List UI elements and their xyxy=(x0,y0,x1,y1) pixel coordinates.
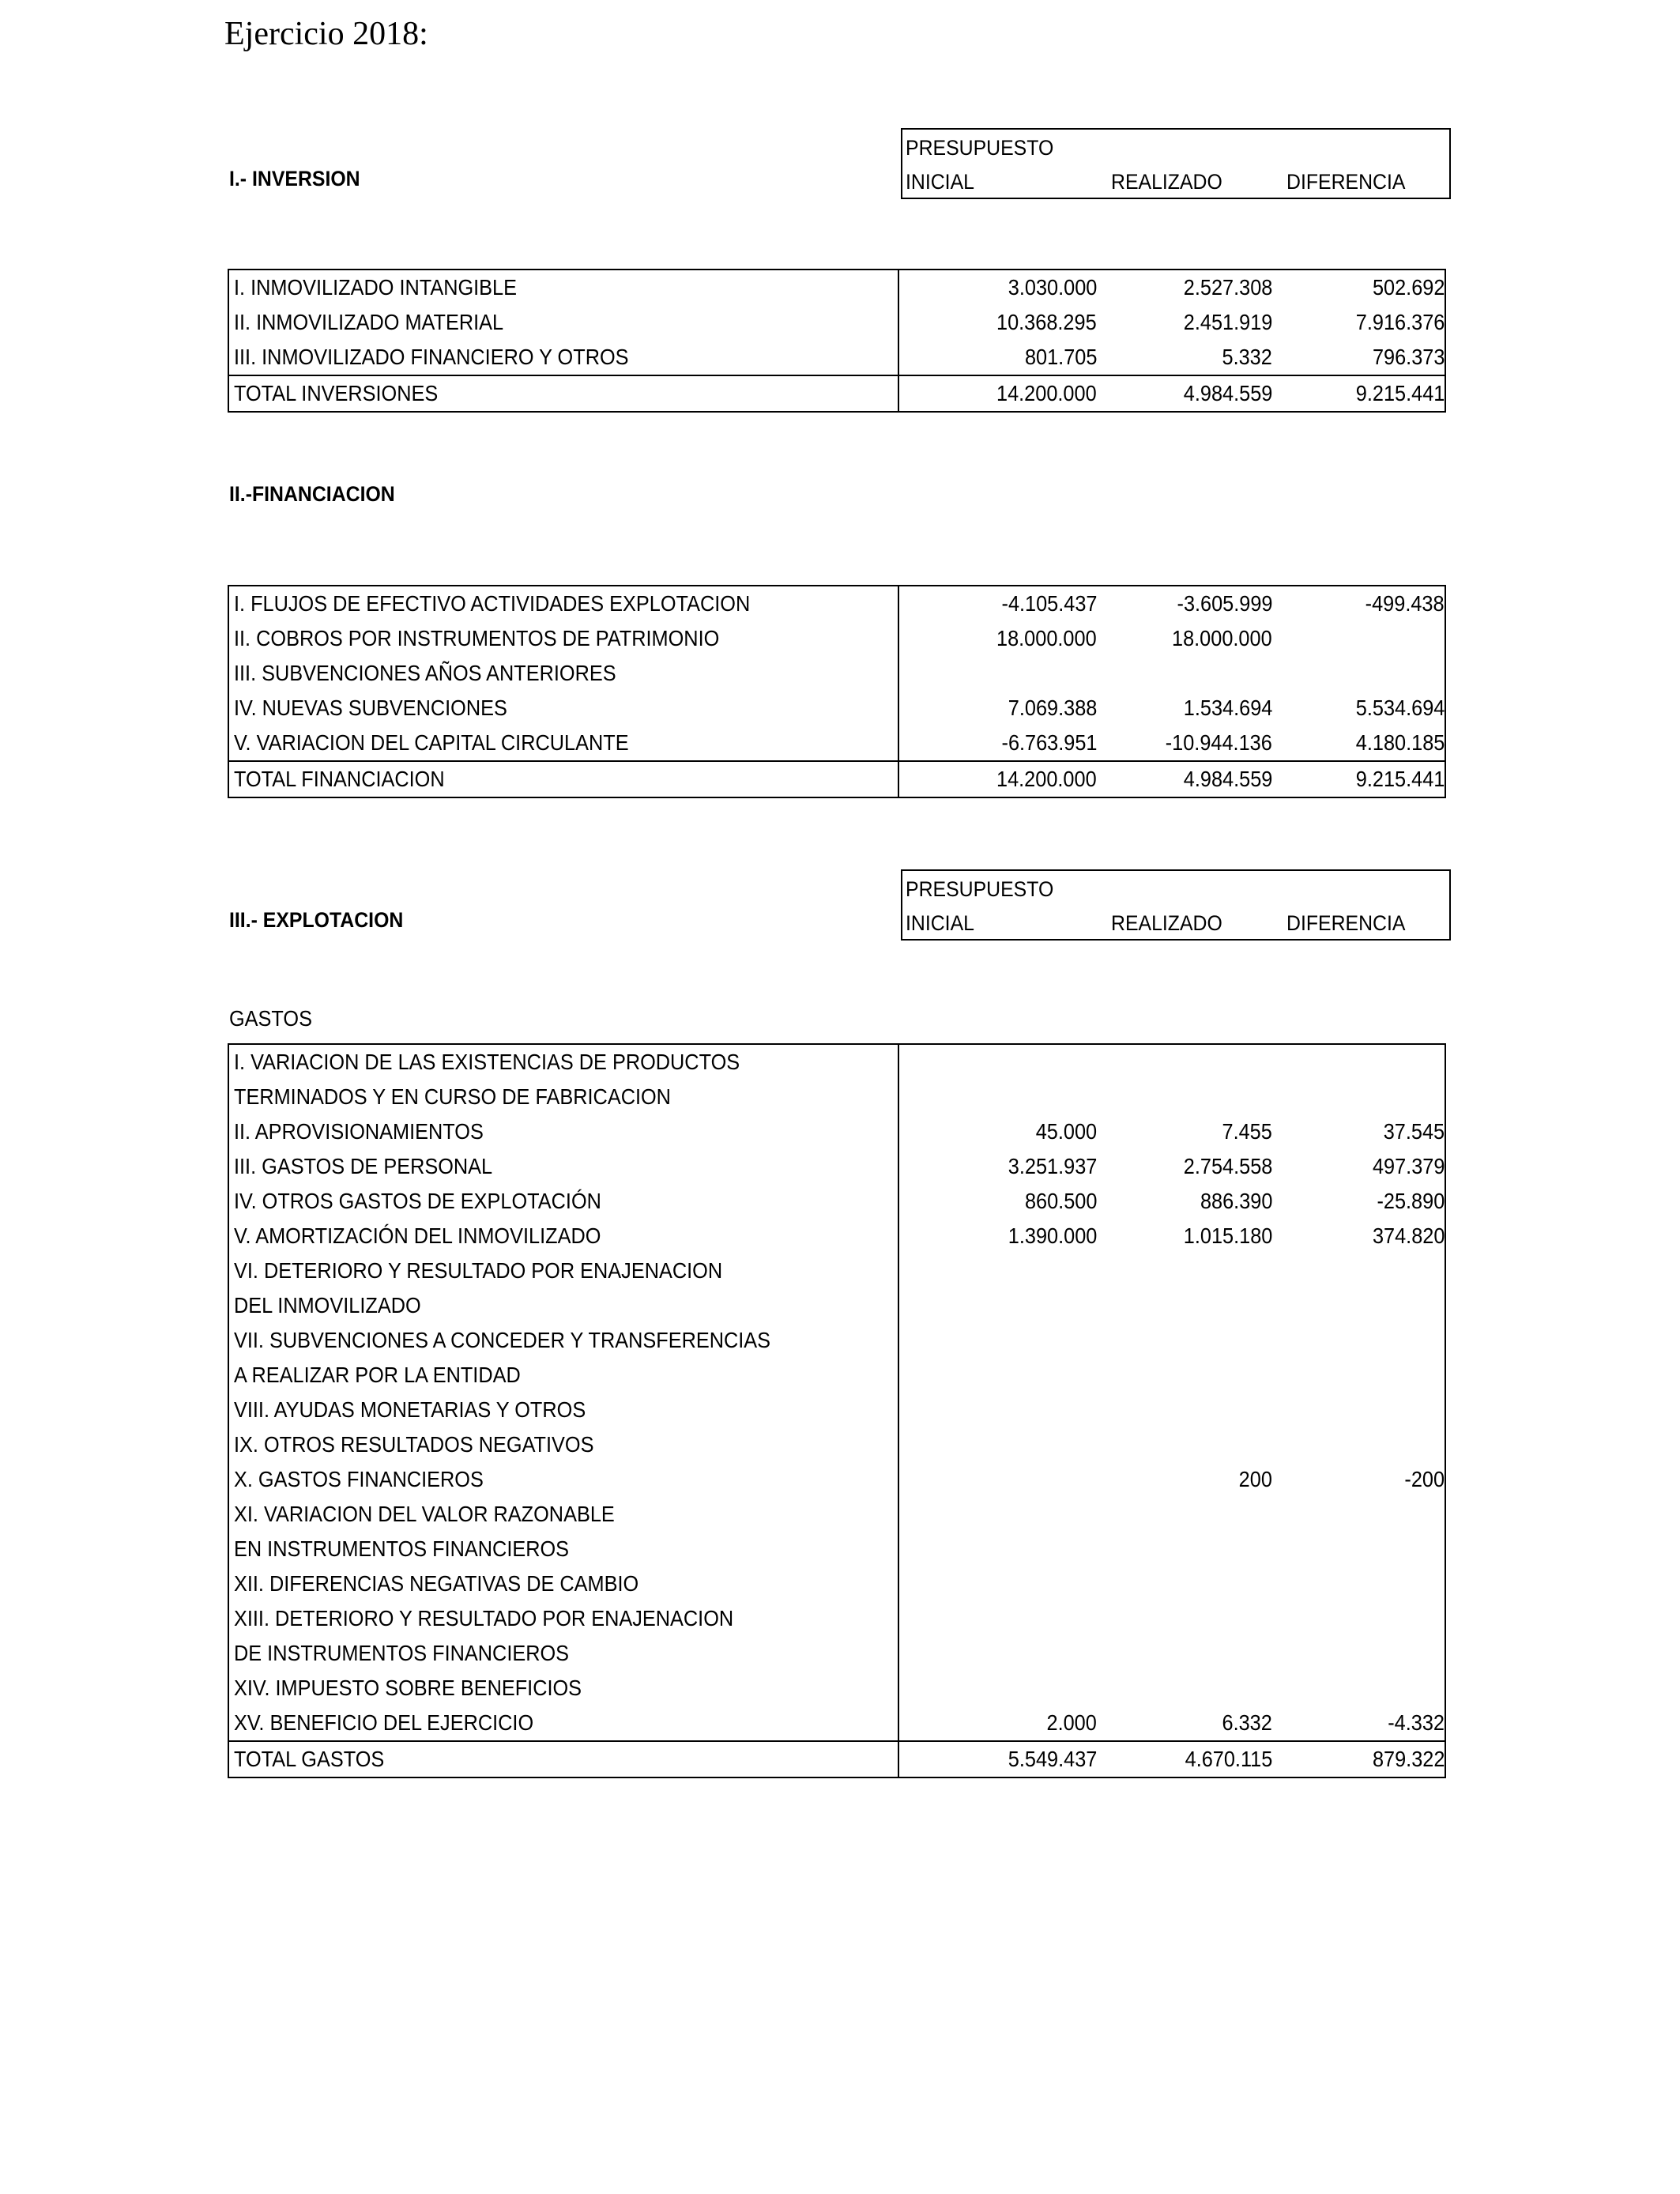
realizado-cell xyxy=(1097,1288,1272,1323)
realizado-cell: 1.534.694 xyxy=(1183,696,1272,720)
explotacion-table xyxy=(228,1043,1446,1778)
realizado-cell: -10.944.136 xyxy=(1165,730,1272,755)
table-row xyxy=(228,621,1445,656)
inicial-cell: 3.030.000 xyxy=(1008,275,1097,300)
realizado-cell xyxy=(1097,1427,1272,1462)
realizado-cell xyxy=(1097,1080,1272,1114)
inicial-cell: 2.000 xyxy=(1046,1710,1097,1735)
inversion-rows xyxy=(228,270,1445,412)
column-header-box-inversion xyxy=(901,128,1451,199)
table-row xyxy=(228,691,1445,726)
realizado-cell: 6.332 xyxy=(1222,1710,1272,1735)
row-label: TOTAL FINANCIACION xyxy=(228,761,898,797)
realizado-cell: 200 xyxy=(1238,1467,1272,1491)
diferencia-cell: 4.180.185 xyxy=(1355,730,1445,755)
row-label: TERMINADOS Y EN CURSO DE FABRICACION xyxy=(228,1080,898,1114)
row-label: A REALIZAR POR LA ENTIDAD xyxy=(228,1358,898,1393)
realizado-cell xyxy=(1097,1044,1272,1080)
row-label: II. APROVISIONAMIENTOS xyxy=(228,1114,898,1149)
diferencia-cell: -25.890 xyxy=(1377,1189,1445,1213)
realizado-cell xyxy=(1097,1323,1272,1358)
row-label: I. INMOVILIZADO INTANGIBLE xyxy=(228,270,898,305)
realizado-cell: 886.390 xyxy=(1200,1189,1272,1213)
row-label: TOTAL GASTOS xyxy=(228,1741,898,1777)
realizado-cell xyxy=(1097,1497,1272,1532)
inicial-cell: 3.251.937 xyxy=(1008,1154,1097,1178)
realizado-cell: 2.754.558 xyxy=(1183,1154,1272,1178)
row-label: XIII. DETERIORO Y RESULTADO POR ENAJENACION xyxy=(228,1601,898,1636)
column-header-box-explotacion xyxy=(901,869,1451,941)
diferencia-cell: 497.379 xyxy=(1372,1154,1445,1178)
table-row xyxy=(228,1358,1445,1393)
row-label: VIII. AYUDAS MONETARIAS Y OTROS xyxy=(228,1393,898,1427)
row-label: I. FLUJOS DE EFECTIVO ACTIVIDADES EXPLOTACION xyxy=(228,586,898,621)
inicial-cell: 801.705 xyxy=(1024,345,1097,369)
table-row xyxy=(228,1323,1445,1358)
diferencia-cell xyxy=(1272,1497,1445,1532)
diferencia-cell: 5.534.694 xyxy=(1355,696,1445,720)
row-label: II. INMOVILIZADO MATERIAL xyxy=(228,305,898,340)
row-label: IV. NUEVAS SUBVENCIONES xyxy=(228,691,898,726)
inicial-cell: -6.763.951 xyxy=(1001,730,1097,755)
row-label: DEL INMOVILIZADO xyxy=(228,1288,898,1323)
realizado-cell: 4.984.559 xyxy=(1097,375,1272,412)
diferencia-cell: 796.373 xyxy=(1372,345,1445,369)
realizado-cell xyxy=(1097,1566,1272,1601)
financiacion-table xyxy=(228,585,1446,798)
diferencia-cell xyxy=(1272,1080,1445,1114)
explotacion-rows xyxy=(228,1044,1445,1777)
diferencia-cell: 502.692 xyxy=(1372,275,1445,300)
inicial-cell: 14.200.000 xyxy=(898,375,1097,412)
row-label: IX. OTROS RESULTADOS NEGATIVOS xyxy=(228,1427,898,1462)
diferencia-cell: 9.215.441 xyxy=(1272,761,1445,797)
row-label: XV. BENEFICIO DEL EJERCICIO xyxy=(228,1706,898,1741)
table-row xyxy=(228,1636,1445,1671)
table-row xyxy=(228,1532,1445,1566)
inicial-cell xyxy=(898,1671,1097,1706)
table-row xyxy=(228,340,1445,375)
inicial-cell xyxy=(898,1532,1097,1566)
table-row xyxy=(228,305,1445,340)
row-label: XIV. IMPUESTO SOBRE BENEFICIOS xyxy=(228,1671,898,1706)
inicial-cell xyxy=(898,1601,1097,1636)
header-inicial: INICIAL xyxy=(906,170,974,194)
diferencia-cell xyxy=(1272,1636,1445,1671)
inicial-cell: 18.000.000 xyxy=(996,626,1097,650)
inicial-cell: 860.500 xyxy=(1024,1189,1097,1213)
inicial-cell xyxy=(898,1462,1097,1497)
realizado-cell: 18.000.000 xyxy=(1172,626,1272,650)
inicial-cell xyxy=(898,1497,1097,1532)
realizado-cell: 5.332 xyxy=(1222,345,1272,369)
inicial-cell xyxy=(898,1288,1097,1323)
gastos-label: GASTOS xyxy=(229,1006,312,1031)
diferencia-cell: 9.215.441 xyxy=(1272,375,1445,412)
table-row xyxy=(228,1601,1445,1636)
inicial-cell xyxy=(898,1358,1097,1393)
diferencia-cell: 37.545 xyxy=(1383,1119,1445,1144)
table-row xyxy=(228,1219,1445,1253)
realizado-cell xyxy=(1097,1358,1272,1393)
header-realizado: REALIZADO xyxy=(1111,911,1222,935)
table-row xyxy=(228,1114,1445,1149)
realizado-cell: -3.605.999 xyxy=(1177,591,1272,616)
diferencia-cell xyxy=(1272,1566,1445,1601)
table-row xyxy=(228,1253,1445,1288)
diferencia-cell xyxy=(1272,1671,1445,1706)
diferencia-cell: -200 xyxy=(1404,1467,1445,1491)
row-label: III. INMOVILIZADO FINANCIERO Y OTROS xyxy=(228,340,898,375)
realizado-cell xyxy=(1097,1532,1272,1566)
table-row xyxy=(228,1671,1445,1706)
realizado-cell xyxy=(1097,1253,1272,1288)
row-label: III. GASTOS DE PERSONAL xyxy=(228,1149,898,1184)
row-label: IV. OTROS GASTOS DE EXPLOTACIÓN xyxy=(228,1184,898,1219)
diferencia-cell: 374.820 xyxy=(1372,1223,1445,1248)
table-row xyxy=(228,1497,1445,1532)
diferencia-cell xyxy=(1272,656,1445,691)
inicial-cell: 14.200.000 xyxy=(898,761,1097,797)
row-label: XI. VARIACION DEL VALOR RAZONABLE xyxy=(228,1497,898,1532)
diferencia-cell xyxy=(1272,1393,1445,1427)
row-label: EN INSTRUMENTOS FINANCIEROS xyxy=(228,1532,898,1566)
diferencia-cell xyxy=(1272,1601,1445,1636)
header-diferencia: DIFERENCIA xyxy=(1286,170,1406,194)
realizado-cell xyxy=(1097,656,1272,691)
table-row xyxy=(228,1288,1445,1323)
table-row xyxy=(228,1706,1445,1741)
total-row xyxy=(228,761,1445,797)
table-row xyxy=(228,1184,1445,1219)
realizado-cell: 1.015.180 xyxy=(1183,1223,1272,1248)
total-row xyxy=(228,375,1445,412)
row-label: X. GASTOS FINANCIEROS xyxy=(228,1462,898,1497)
diferencia-cell xyxy=(1272,1532,1445,1566)
inicial-cell xyxy=(898,1080,1097,1114)
realizado-cell xyxy=(1097,1636,1272,1671)
section-financiacion-title: II.-FINANCIACION xyxy=(229,482,395,506)
table-row xyxy=(228,1393,1445,1427)
diferencia-cell: -499.438 xyxy=(1365,591,1445,616)
diferencia-cell xyxy=(1272,621,1445,656)
inicial-cell xyxy=(898,1323,1097,1358)
inicial-cell xyxy=(898,1393,1097,1427)
financiacion-rows xyxy=(228,586,1445,797)
inicial-cell: 1.390.000 xyxy=(1008,1223,1097,1248)
table-row xyxy=(228,656,1445,691)
inicial-cell xyxy=(898,1566,1097,1601)
row-label: VII. SUBVENCIONES A CONCEDER Y TRANSFERENCIAS xyxy=(228,1323,898,1358)
diferencia-cell xyxy=(1272,1044,1445,1080)
realizado-cell xyxy=(1097,1671,1272,1706)
header-inicial: INICIAL xyxy=(906,911,974,935)
inicial-cell xyxy=(898,1427,1097,1462)
row-label: I. VARIACION DE LAS EXISTENCIAS DE PRODUCTOS xyxy=(228,1044,898,1080)
diferencia-cell xyxy=(1272,1358,1445,1393)
header-presupuesto: PRESUPUESTO xyxy=(906,877,1054,901)
section-inversion-title: I.- INVERSION xyxy=(229,167,360,190)
diferencia-cell xyxy=(1272,1323,1445,1358)
realizado-cell xyxy=(1097,1601,1272,1636)
section-explotacion-title: III.- EXPLOTACION xyxy=(229,908,404,932)
table-row xyxy=(228,1044,1445,1080)
header-realizado: REALIZADO xyxy=(1111,170,1222,194)
table-row xyxy=(228,726,1445,761)
diferencia-cell: -4.332 xyxy=(1388,1710,1445,1735)
table-row xyxy=(228,1080,1445,1114)
inicial-cell xyxy=(898,1253,1097,1288)
diferencia-cell xyxy=(1272,1427,1445,1462)
table-row xyxy=(228,1427,1445,1462)
diferencia-cell: 879.322 xyxy=(1272,1741,1445,1777)
row-label: VI. DETERIORO Y RESULTADO POR ENAJENACION xyxy=(228,1253,898,1288)
header-diferencia: DIFERENCIA xyxy=(1286,911,1406,935)
inicial-cell: 45.000 xyxy=(1035,1119,1097,1144)
table-row xyxy=(228,1462,1445,1497)
realizado-cell: 2.527.308 xyxy=(1183,275,1272,300)
row-label: V. VARIACION DEL CAPITAL CIRCULANTE xyxy=(228,726,898,761)
row-label: TOTAL INVERSIONES xyxy=(228,375,898,412)
inicial-cell: 5.549.437 xyxy=(898,1741,1097,1777)
inicial-cell xyxy=(898,1044,1097,1080)
page-title: Ejercicio 2018: xyxy=(224,16,428,52)
inicial-cell xyxy=(898,1636,1097,1671)
diferencia-cell: 7.916.376 xyxy=(1355,310,1445,334)
realizado-cell: 4.670.115 xyxy=(1097,1741,1272,1777)
realizado-cell xyxy=(1097,1393,1272,1427)
table-row xyxy=(228,586,1445,621)
inversion-table xyxy=(228,269,1446,413)
row-label: V. AMORTIZACIÓN DEL INMOVILIZADO xyxy=(228,1219,898,1253)
table-row xyxy=(228,270,1445,305)
row-label: XII. DIFERENCIAS NEGATIVAS DE CAMBIO xyxy=(228,1566,898,1601)
table-row xyxy=(228,1149,1445,1184)
row-label: III. SUBVENCIONES AÑOS ANTERIORES xyxy=(228,656,898,691)
inicial-cell: 7.069.388 xyxy=(1008,696,1097,720)
realizado-cell: 7.455 xyxy=(1222,1119,1272,1144)
table-row xyxy=(228,1566,1445,1601)
realizado-cell: 2.451.919 xyxy=(1183,310,1272,334)
diferencia-cell xyxy=(1272,1253,1445,1288)
diferencia-cell xyxy=(1272,1288,1445,1323)
row-label: DE INSTRUMENTOS FINANCIEROS xyxy=(228,1636,898,1671)
inicial-cell xyxy=(898,656,1097,691)
header-presupuesto: PRESUPUESTO xyxy=(906,136,1054,160)
inicial-cell: -4.105.437 xyxy=(1001,591,1097,616)
total-row xyxy=(228,1741,1445,1777)
realizado-cell: 4.984.559 xyxy=(1097,761,1272,797)
row-label: II. COBROS POR INSTRUMENTOS DE PATRIMONIO xyxy=(228,621,898,656)
inicial-cell: 10.368.295 xyxy=(996,310,1097,334)
